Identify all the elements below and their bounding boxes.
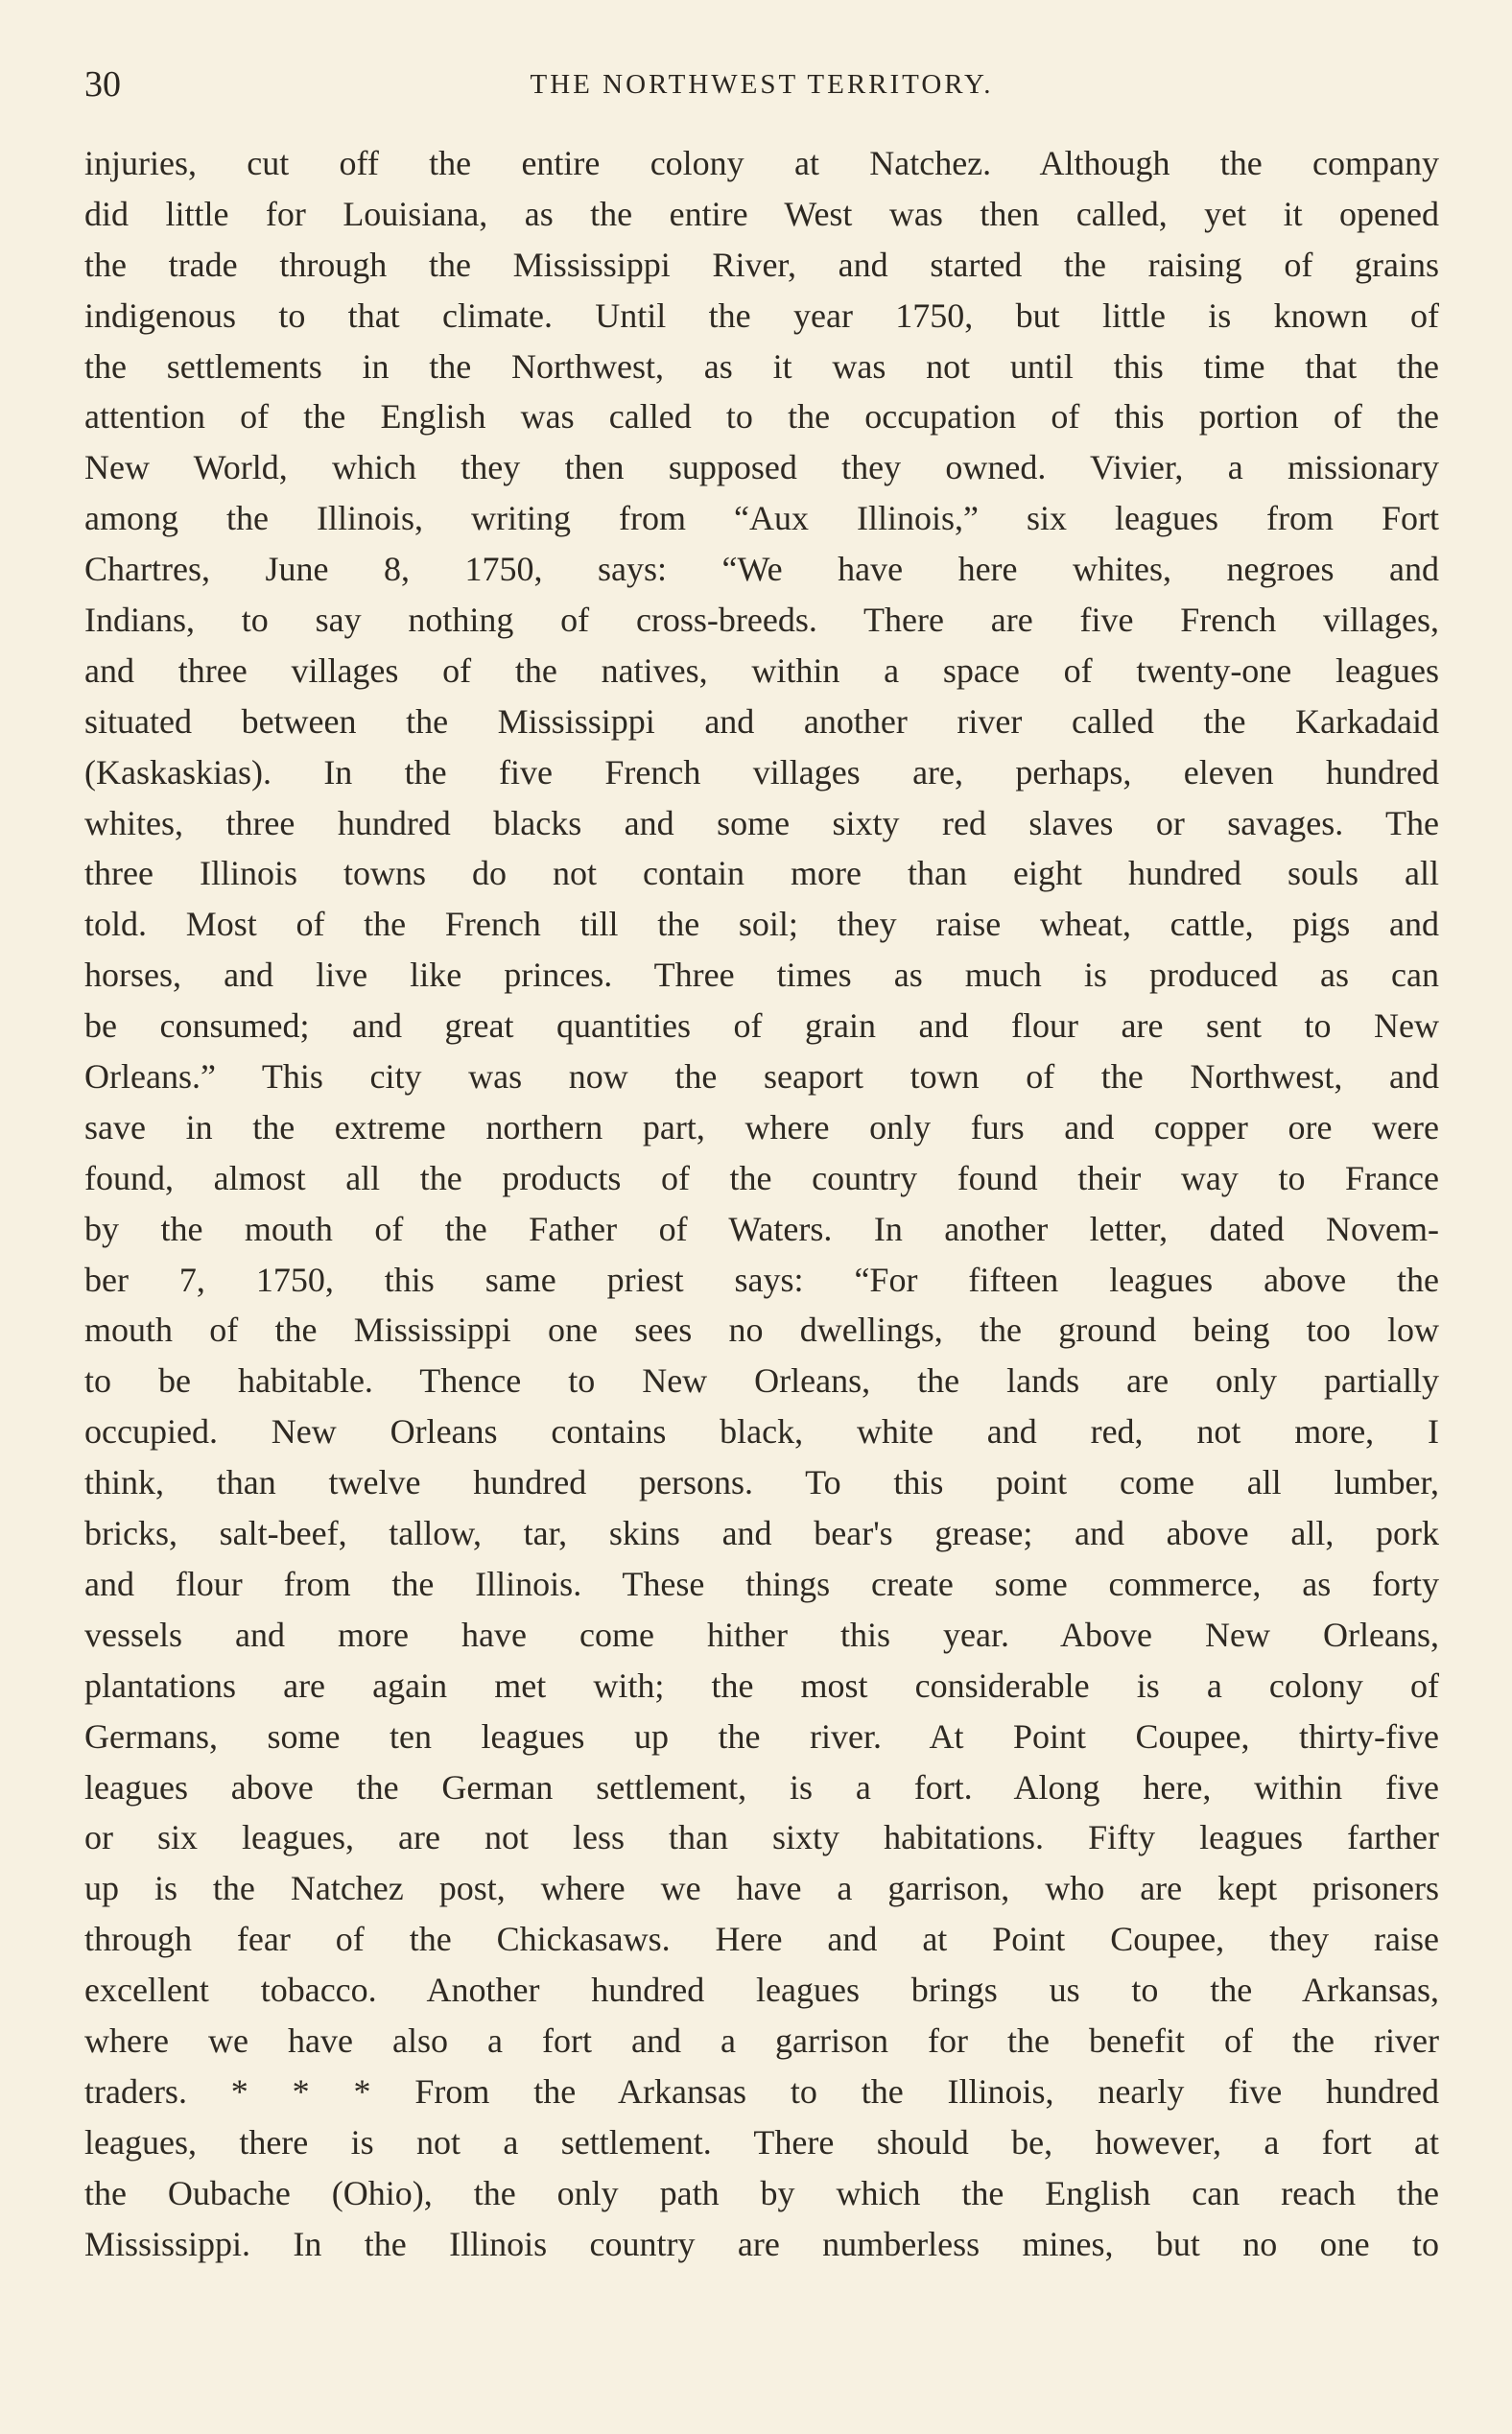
text-line: Orleans.” This city was now the seaport town of the Northwest, and xyxy=(84,1057,1439,1097)
text-line: up is the Natchez post, where we have a garrison, who are kept prisoners xyxy=(84,1869,1439,1908)
text-line: leagues above the German settlement, is a fort. Along here, within five xyxy=(84,1767,1439,1807)
text-line: through fear of the Chickasaws. Here and at Point Coupee, they raise xyxy=(84,1920,1439,1959)
text-line: horses, and live like princes. Three times as much is produced as can xyxy=(84,956,1439,995)
running-title: THE NORTHWEST TERRITORY. xyxy=(530,69,994,100)
text-line: to be habitable. Thence to New Orleans, the lands are only partially xyxy=(84,1361,1439,1401)
text-line: injuries, cut off the entire colony at Natchez. Although the company xyxy=(84,144,1439,182)
text-line: and three villages of the natives, within a space of twenty-one leagues xyxy=(84,650,1439,690)
page-number: 30 xyxy=(84,64,121,105)
text-line: where we have also a fort and a garrison for the benefit of the river xyxy=(84,2020,1439,2060)
text-line: vessels and more have come hither this year. Above New Orleans, xyxy=(84,1615,1439,1654)
text-line: ber 7, 1750, this same priest says: “For fifteen leagues above the xyxy=(84,1260,1439,1299)
text-line: or six leagues, are not less than sixty habitations. Fifty leagues farther xyxy=(84,1818,1439,1857)
text-line: bricks, salt-beef, tallow, tar, skins and bear's grease; and above all, pork xyxy=(84,1514,1439,1553)
text-line: be consumed; and great quantities of grain and flour are sent to New xyxy=(84,1006,1439,1046)
text-line: occupied. New Orleans contains black, white and red, not more, I xyxy=(84,1412,1439,1452)
text-line: think, than twelve hundred persons. To this point come all lumber, xyxy=(84,1463,1439,1502)
text-line: traders. * * * From the Arkansas to the Illinois, nearly five hundred xyxy=(84,2071,1439,2111)
text-line: (Kaskaskias). In the five French villages are, perhaps, eleven hundred xyxy=(84,752,1439,792)
text-line: save in the extreme northern part, where only furs and copper ore were xyxy=(84,1107,1439,1146)
text-line: plantations are again met with; the most considerable is a colony of xyxy=(84,1666,1439,1705)
text-line: New World, which they then supposed they owned. Vivier, a missionary xyxy=(84,448,1439,487)
text-line: attention of the English was called to the occupation of this portion of the xyxy=(84,397,1439,437)
text-line: indigenous to that climate. Until the year 1750, but little is known of xyxy=(84,295,1439,335)
running-head xyxy=(84,56,1439,113)
text-line: among the Illinois, writing from “Aux Illinois,” six leagues from Fort xyxy=(84,499,1439,538)
text-line: Indians, to say nothing of cross-breeds. There are five French villages, xyxy=(84,601,1439,640)
body-text xyxy=(84,138,1439,2269)
text-line: the settlements in the Northwest, as it was not until this time that the xyxy=(84,346,1439,386)
text-line: the trade through the Mississippi River, and started the raising of grains xyxy=(84,245,1439,284)
text-line: whites, three hundred blacks and some sixty red slaves or savages. The xyxy=(84,803,1439,842)
text-line: did little for Louisiana, as the entire West was then called, yet it opened xyxy=(84,194,1439,233)
text-line: situated between the Mississippi and another river called the Karkadaid xyxy=(84,701,1439,741)
text-line: Mississippi. In the Illinois country are numberless mines, but no one to xyxy=(84,2224,1439,2263)
text-line: Germans, some ten leagues up the river. At Point Coupee, thirty-five xyxy=(84,1716,1439,1756)
text-line: Chartres, June 8, 1750, says: “We have here whites, negroes and xyxy=(84,550,1439,589)
text-line: found, almost all the products of the country found their way to France xyxy=(84,1158,1439,1197)
text-line: the Oubache (Ohio), the only path by which the English can reach the xyxy=(84,2173,1439,2212)
text-line: and flour from the Illinois. These things create some commerce, as forty xyxy=(84,1564,1439,1603)
text-line: told. Most of the French till the soil; they raise wheat, cattle, pigs and xyxy=(84,905,1439,944)
text-line: excellent tobacco. Another hundred leagues brings us to the Arkansas, xyxy=(84,1971,1439,2010)
text-line: three Illinois towns do not contain more than eight hundred souls all xyxy=(84,854,1439,893)
text-line: leagues, there is not a settlement. There should be, however, a fort at xyxy=(84,2122,1439,2162)
text-line: mouth of the Mississippi one sees no dwellings, the ground being too low xyxy=(84,1311,1439,1350)
text-line: by the mouth of the Father of Waters. In another letter, dated Novem- xyxy=(84,1209,1439,1248)
